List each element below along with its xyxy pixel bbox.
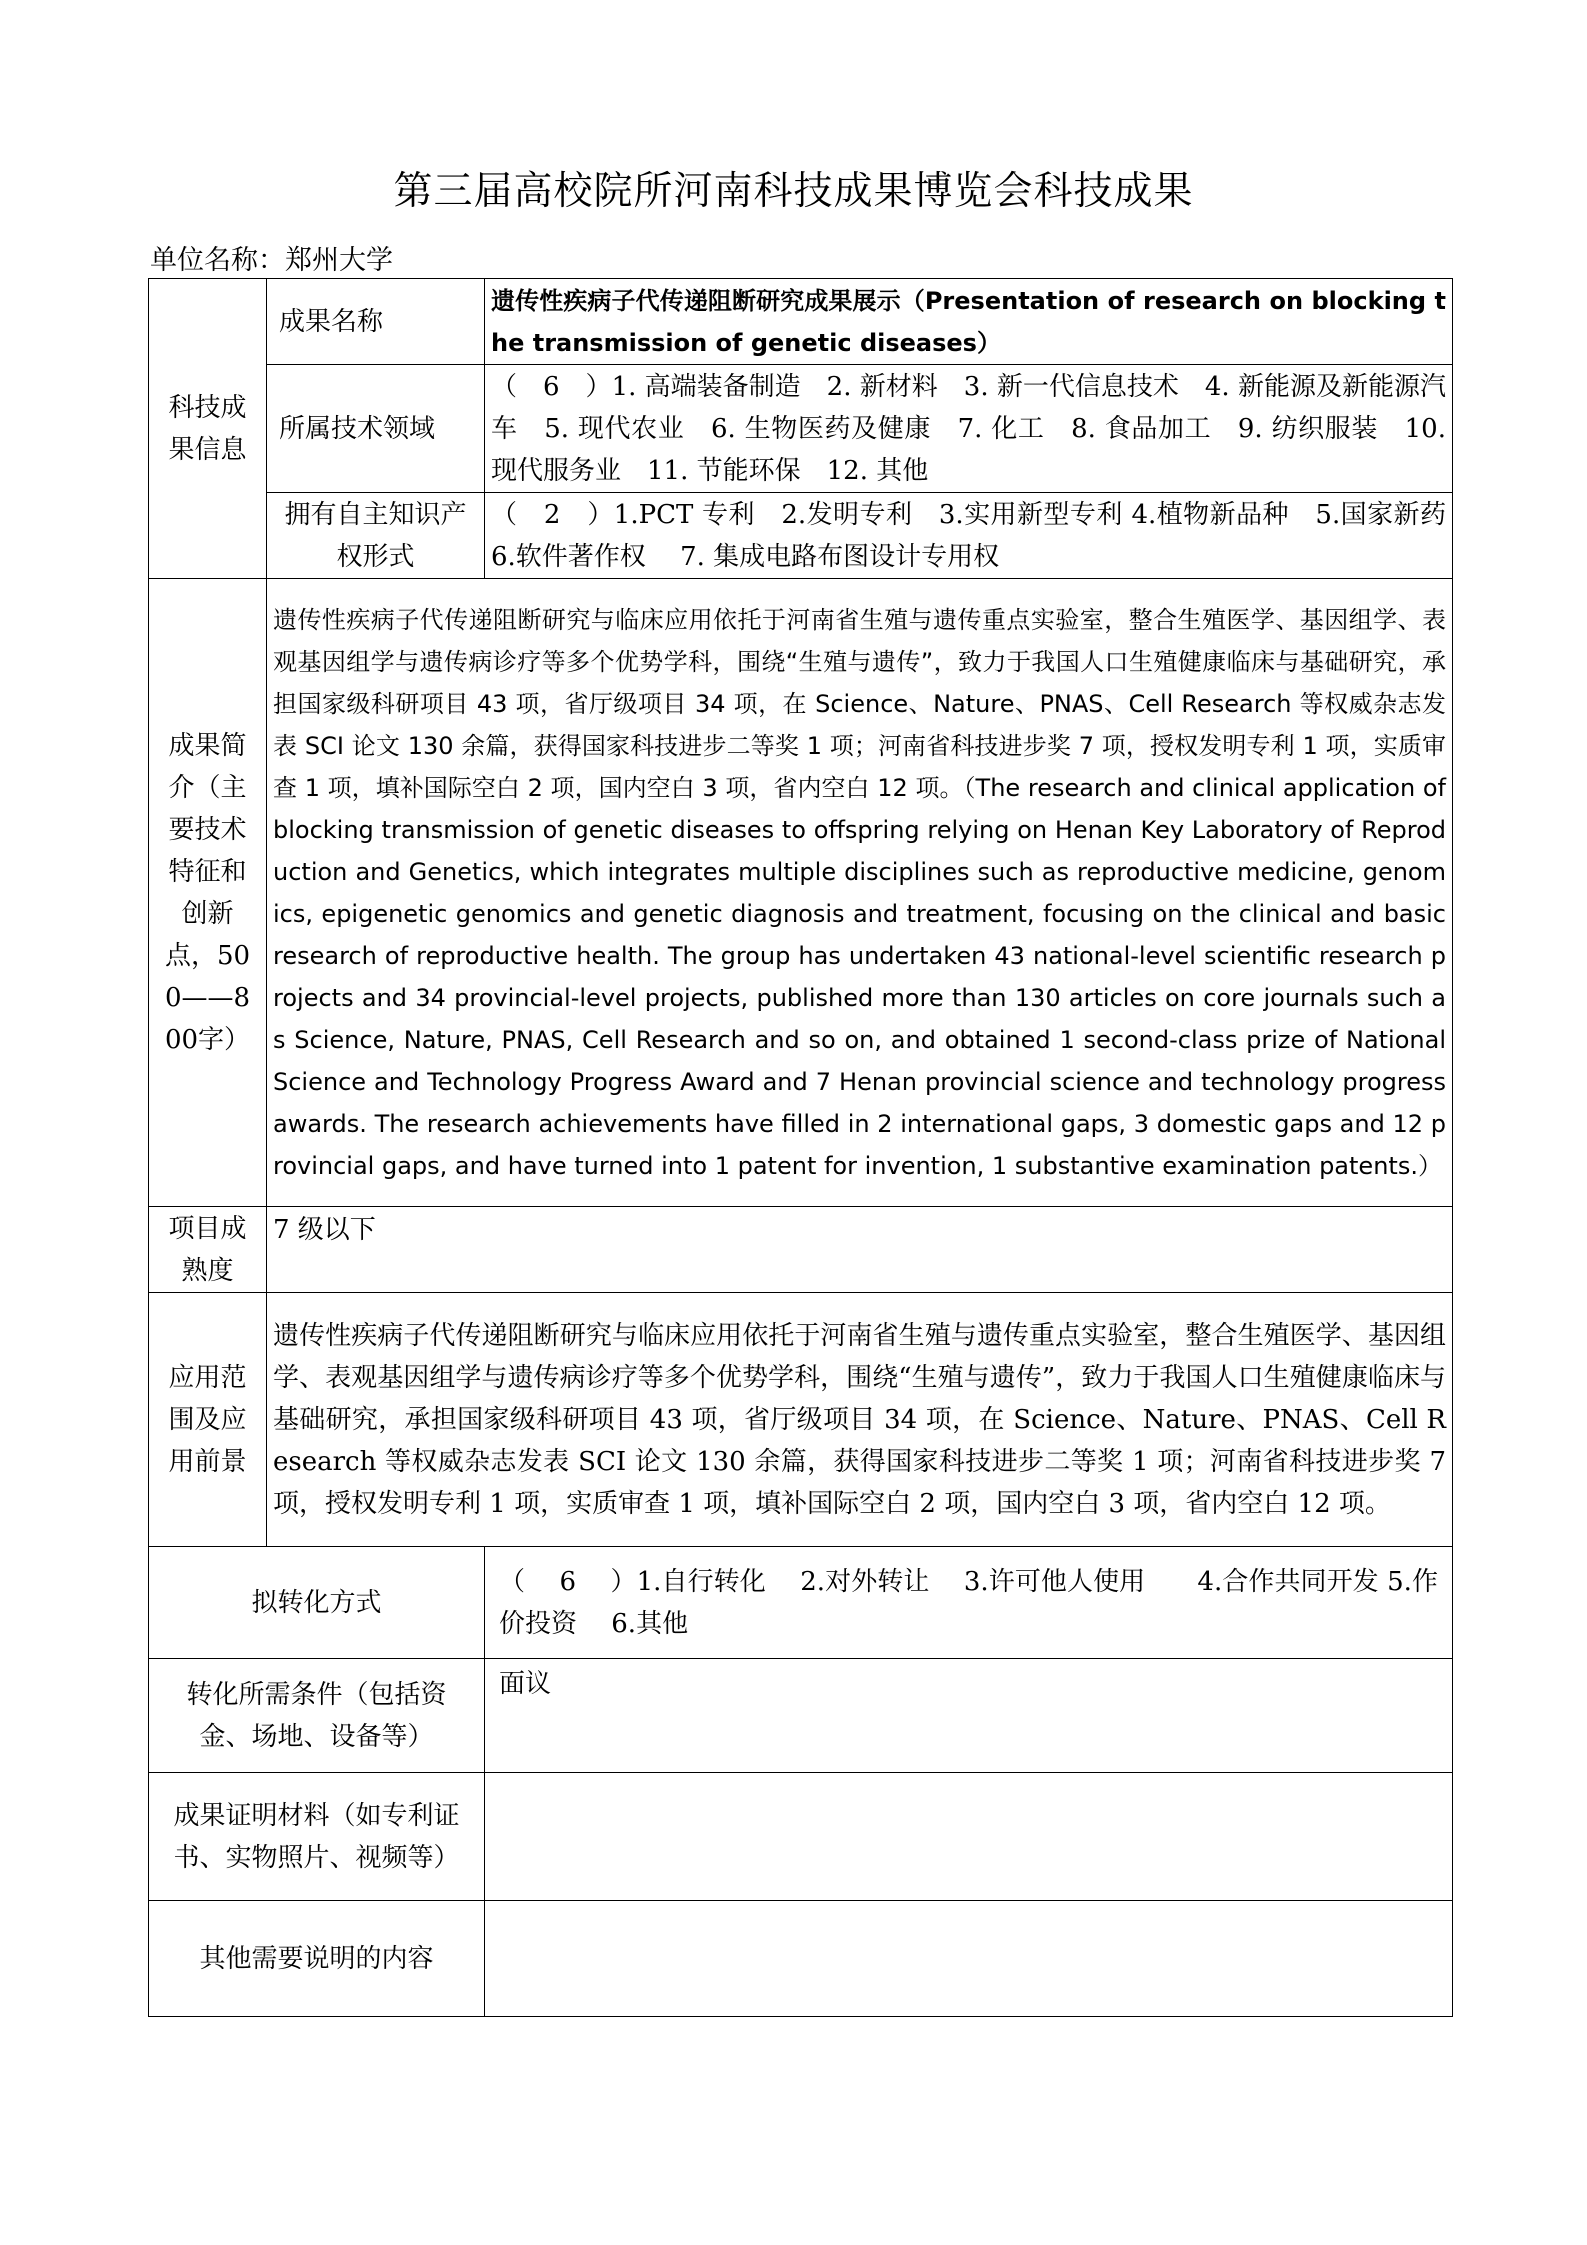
transfer-value: （ 6 ）1.自行转化 2.对外转让 3.许可他人使用 4.合作共同开发 5.作价投资 6.其他 — [485, 1547, 1453, 1659]
section-info-label: 科技成果信息 — [149, 279, 267, 579]
transfer-label: 拟转化方式 — [149, 1547, 485, 1659]
achievement-name-label: 成果名称 — [267, 279, 485, 365]
intro-text: 遗传性疾病子代传递阻断研究与临床应用依托于河南省生殖与遗传重点实验室，整合生殖医学、基因组学、表观基因组学与遗传病诊疗等多个优势学科，围绕“生殖与遗传”，致力于我国人口生殖健康临床与基础研究，承担国家级科研项目 43 项，省厅级项目 34 项，在 Science、Nature、PNAS、Cell Research 等权威杂志发表 SCI 论文 130 余篇，获得国家科技进步二等奖 1 项；河南省科技进步奖 7 项，授权发明专利 1 项，实质审查 1 项，填补国际空白 2 项，国内空白 3 项，省内空白 12 项。（The research and clinical application of blocking transmission of genetic diseases to offspring relying on Henan Key Laboratory of Reproduction and Genetics, which integrates multiple disciplines such as reproductive medicine, genomics, epigenetic genomics and genetic diagnosis and treatment, focusing on the clinical and basic research of reproductive health. The group has undertaken 43 national-level scientific research projects and 34 provincial-level projects, published more than 130 articles on core journals such as Science, Nature, PNAS, Cell Research and so on, and obtained 1 second-class prize of National Science and Technology Progress Award and 7 Henan provincial science and technology progress awards. The research achievements have filled in 2 international gaps, 3 domestic gaps and 12 provincial gaps, and have turned into 1 patent for invention, 1 substantive examination patents.） — [267, 579, 1453, 1207]
ip-form-label: 拥有自主知识产权形式 — [267, 493, 485, 579]
intro-label: 成果简介（主要技术特征和创新点，500——800字） — [149, 579, 267, 1207]
application-text: 遗传性疾病子代传递阻断研究与临床应用依托于河南省生殖与遗传重点实验室，整合生殖医学、基因组学、表观基因组学与遗传病诊疗等多个优势学科，围绕“生殖与遗传”，致力于我国人口生殖健康临床与基础研究，承担国家级科研项目 43 项，省厅级项目 34 项，在 Science、Nature、PNAS、Cell Research 等权威杂志发表 SCI 论文 130 余篇，获得国家科技进步二等奖 1 项；河南省科技进步奖 7 项，授权发明专利 1 项，实质审查 1 项，填补国际空白 2 项，国内空白 3 项，省内空白 12 项。 — [267, 1293, 1453, 1547]
unit-name-line: 单位名称：郑州大学 — [150, 245, 393, 276]
ip-form-value: （ 2 ）1.PCT 专利 2.发明专利 3.实用新型专利 4.植物新品种 5.国家新药 6.软件著作权 7. 集成电路布图设计专用权 — [485, 493, 1453, 579]
tech-field-value: （ 6 ）1. 高端装备制造 2. 新材料 3. 新一代信息技术 4. 新能源及新能源汽车 5. 现代农业 6. 生物医药及健康 7. 化工 8. 食品加工 9. 纺织服装 10. 现代服务业 11. 节能环保 12. 其他 — [485, 365, 1453, 493]
proof-value — [485, 1773, 1453, 1901]
document-title: 第三届高校院所河南科技成果博览会科技成果 — [393, 169, 1194, 214]
conditions-label: 转化所需条件（包括资金、场地、设备等） — [149, 1659, 485, 1773]
other-value — [485, 1901, 1453, 2017]
achievement-form-table — [148, 278, 1481, 2017]
maturity-value: 7 级以下 — [267, 1207, 1453, 1293]
maturity-label: 项目成熟度 — [149, 1207, 267, 1293]
application-label: 应用范围及应用前景 — [149, 1293, 267, 1547]
achievement-name-value: 遗传性疾病子代传递阻断研究成果展示（Presentation of research on blocking the transmission of genetic diseases） — [485, 279, 1453, 365]
proof-label: 成果证明材料（如专利证书、实物照片、视频等） — [149, 1773, 485, 1901]
other-label: 其他需要说明的内容 — [149, 1901, 485, 2017]
tech-field-label: 所属技术领域 — [267, 365, 485, 493]
conditions-value: 面议 — [485, 1659, 1453, 1773]
